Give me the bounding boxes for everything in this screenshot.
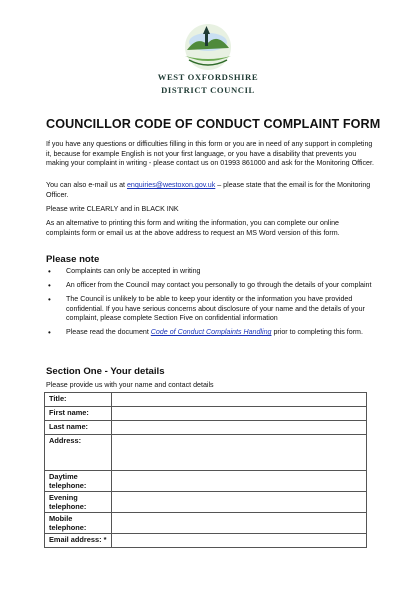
- email-suffix-text: – please state that the email is for the Monitoring Officer.: [46, 181, 371, 199]
- intro-paragraph-1: If you have any questions or difficulties filling in this form or you are in need of any support in completing it, because for example English is not your first language, or you have a disability that prevents you making your complaint in writing - please contact us on 01993 861000 and ask for the Monitoring Officer.: [46, 140, 374, 168]
- list-item: [46, 295, 376, 324]
- email-address-field[interactable]: [112, 534, 367, 548]
- table-row: [45, 534, 367, 548]
- table-row: [45, 421, 367, 435]
- first-name-field[interactable]: [112, 407, 367, 421]
- form-title: COUNCILLOR CODE OF CONDUCT COMPLAINT FORM: [46, 117, 381, 131]
- list-item-text: prior to completing this form.: [271, 328, 363, 336]
- please-note-list: [46, 267, 376, 342]
- table-row: [45, 393, 367, 407]
- table-row: [45, 435, 367, 471]
- email-prefix-text: You can also e-mail us at: [46, 181, 127, 189]
- complaints-handling-link[interactable]: Code of Conduct Complaints Handling: [150, 328, 272, 336]
- bullet-icon: •: [48, 295, 51, 304]
- table-row: [45, 407, 367, 421]
- list-item-text: The Council is unlikely to be able to keep your identity or the information you have provided confidential. If you have serious concerns about disclosure of your name and the details of your complaint, please complete Section Five on confidential information: [66, 295, 365, 322]
- section-one-heading: Section One - Your details: [46, 366, 165, 377]
- last-name-field[interactable]: [112, 421, 367, 435]
- address-label: Address:: [45, 435, 112, 471]
- list-item: [46, 328, 376, 338]
- last-name-label: Last name:: [45, 421, 112, 435]
- please-note-heading: Please note: [46, 254, 100, 265]
- daytime-telephone-label: Daytime telephone:: [45, 471, 112, 492]
- intro-paragraph-2: [46, 181, 374, 200]
- logo-line-1: WEST OXFORDSHIRE: [157, 72, 259, 82]
- bullet-icon: •: [48, 267, 51, 276]
- bullet-icon: •: [48, 328, 51, 337]
- section-one-intro: Please provide us with your name and contact details: [46, 381, 214, 389]
- email-link[interactable]: enquiries@westoxon.gov.uk: [126, 181, 216, 189]
- list-item-text: Please read the document: [66, 328, 151, 336]
- title-label: Title:: [45, 393, 112, 407]
- first-name-label: First name:: [45, 407, 112, 421]
- list-item-text: Complaints can only be accepted in writing: [66, 267, 201, 275]
- list-item: [46, 281, 376, 291]
- daytime-telephone-field[interactable]: [112, 471, 367, 492]
- logo-spire: [205, 32, 208, 46]
- address-field[interactable]: [112, 435, 367, 471]
- table-row: [45, 471, 367, 492]
- evening-telephone-field[interactable]: [112, 492, 367, 513]
- intro-paragraph-3: Please write CLEARLY and in BLACK INK: [46, 205, 179, 213]
- title-field[interactable]: [112, 393, 367, 407]
- table-row: [45, 492, 367, 513]
- mobile-telephone-field[interactable]: [112, 513, 367, 534]
- logo-line-2: DISTRICT COUNCIL: [161, 85, 255, 95]
- table-row: [45, 513, 367, 534]
- email-address-label: Email address: *: [45, 534, 112, 548]
- list-item-text: An officer from the Council may contact you personally to go through the details of your complaint: [66, 281, 372, 289]
- list-item: [46, 267, 376, 277]
- mobile-telephone-label: Mobile telephone:: [45, 513, 112, 534]
- evening-telephone-label: Evening telephone:: [45, 492, 112, 513]
- your-details-table: [44, 392, 367, 548]
- intro-paragraph-4: As an alternative to printing this form and writing the information, you can complete our online complaints form or email us at the above address to request an MS Word version of this form.: [46, 219, 340, 237]
- bullet-icon: •: [48, 281, 51, 290]
